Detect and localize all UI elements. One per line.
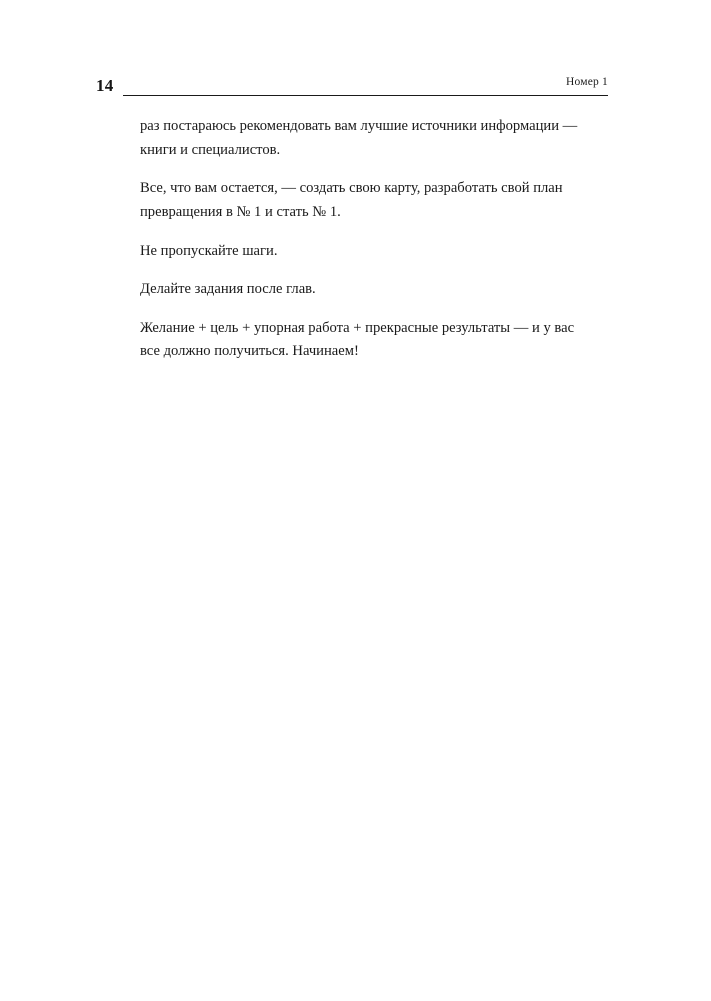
body-text bbox=[140, 115, 580, 364]
header-divider bbox=[123, 95, 608, 96]
paragraph: Делайте задания после глав. bbox=[140, 281, 316, 298]
running-head: Номер 1 bbox=[566, 76, 608, 88]
paragraph: Все, что вам остается, — создать свою карту, разработать свой план превращения в № 1 и стать № 1. bbox=[140, 180, 563, 220]
header-rule-container bbox=[123, 74, 608, 96]
paragraph: раз постараюсь рекомендовать вам лучшие источники информации — книги и специалистов. bbox=[140, 118, 578, 158]
paragraph: Желание + цель + упорная работа + прекрасные результаты — и у вас все должно получиться. Начинаем! bbox=[140, 319, 575, 360]
page-number: 14 bbox=[96, 76, 114, 95]
paragraph: Не пропускайте шаги. bbox=[140, 242, 278, 259]
page-header bbox=[96, 66, 608, 96]
